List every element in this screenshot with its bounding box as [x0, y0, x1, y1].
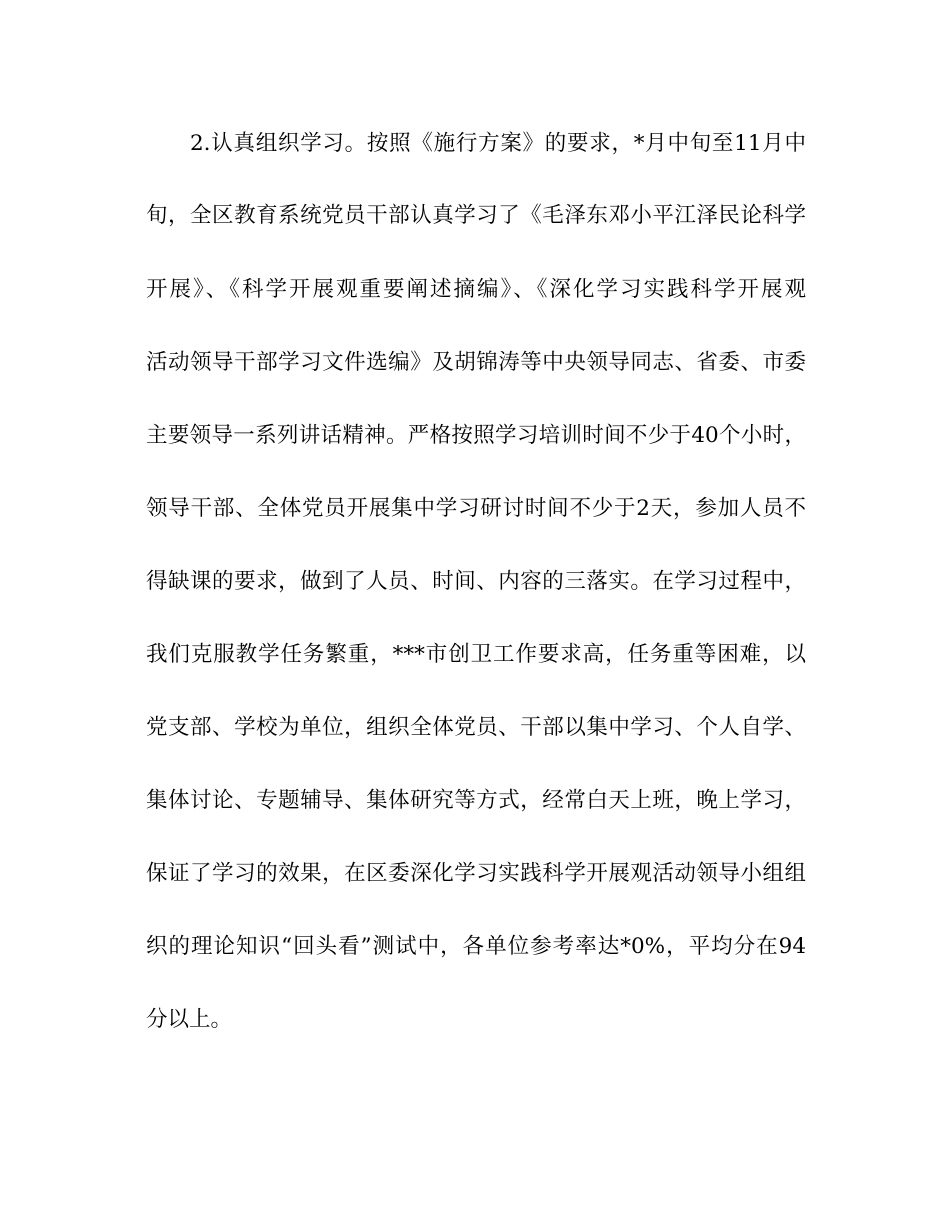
paragraph-line: 党支部、学校为单位，组织全体党员、干部以集中学习、个人自学、: [146, 715, 806, 740]
paragraph-line: 集体讨论、专题辅导、集体研究等方式，经常白天上班，晚上学习，: [146, 788, 806, 813]
paragraph-line: 织的理论知识“回头看”测试中，各单位参考率达*0%，平均分在94: [146, 934, 806, 959]
paragraph-line: 开展》、《科学开展观重要阐述摘编》、《深化学习实践科学开展观: [146, 277, 806, 302]
paragraph-line: 分以上。: [146, 1007, 233, 1032]
paragraph-line: 活动领导干部学习文件选编》及胡锦涛等中央领导同志、省委、市委: [146, 350, 806, 375]
paragraph-line: 保证了学习的效果，在区委深化学习实践科学开展观活动领导小组组: [146, 861, 806, 886]
paragraph-line: 领导干部、全体党员开展集中学习研讨时间不少于2天，参加人员不: [146, 496, 806, 521]
paragraph-line: 旬，全区教育系统党员干部认真学习了《毛泽东邓小平江泽民论科学: [146, 203, 806, 228]
paragraph-line: 2.认真组织学习。按照《施行方案》的要求，*月中旬至11月中: [190, 131, 806, 156]
paragraph-line: 我们克服教学任务繁重，***市创卫工作要求高，任务重等困难，以: [146, 642, 806, 667]
paragraph-line: 主要领导一系列讲话精神。严格按照学习培训时间不少于40个小时，: [146, 423, 806, 448]
paragraph-line: 得缺课的要求，做到了人员、时间、内容的三落实。在学习过程中，: [146, 569, 806, 594]
